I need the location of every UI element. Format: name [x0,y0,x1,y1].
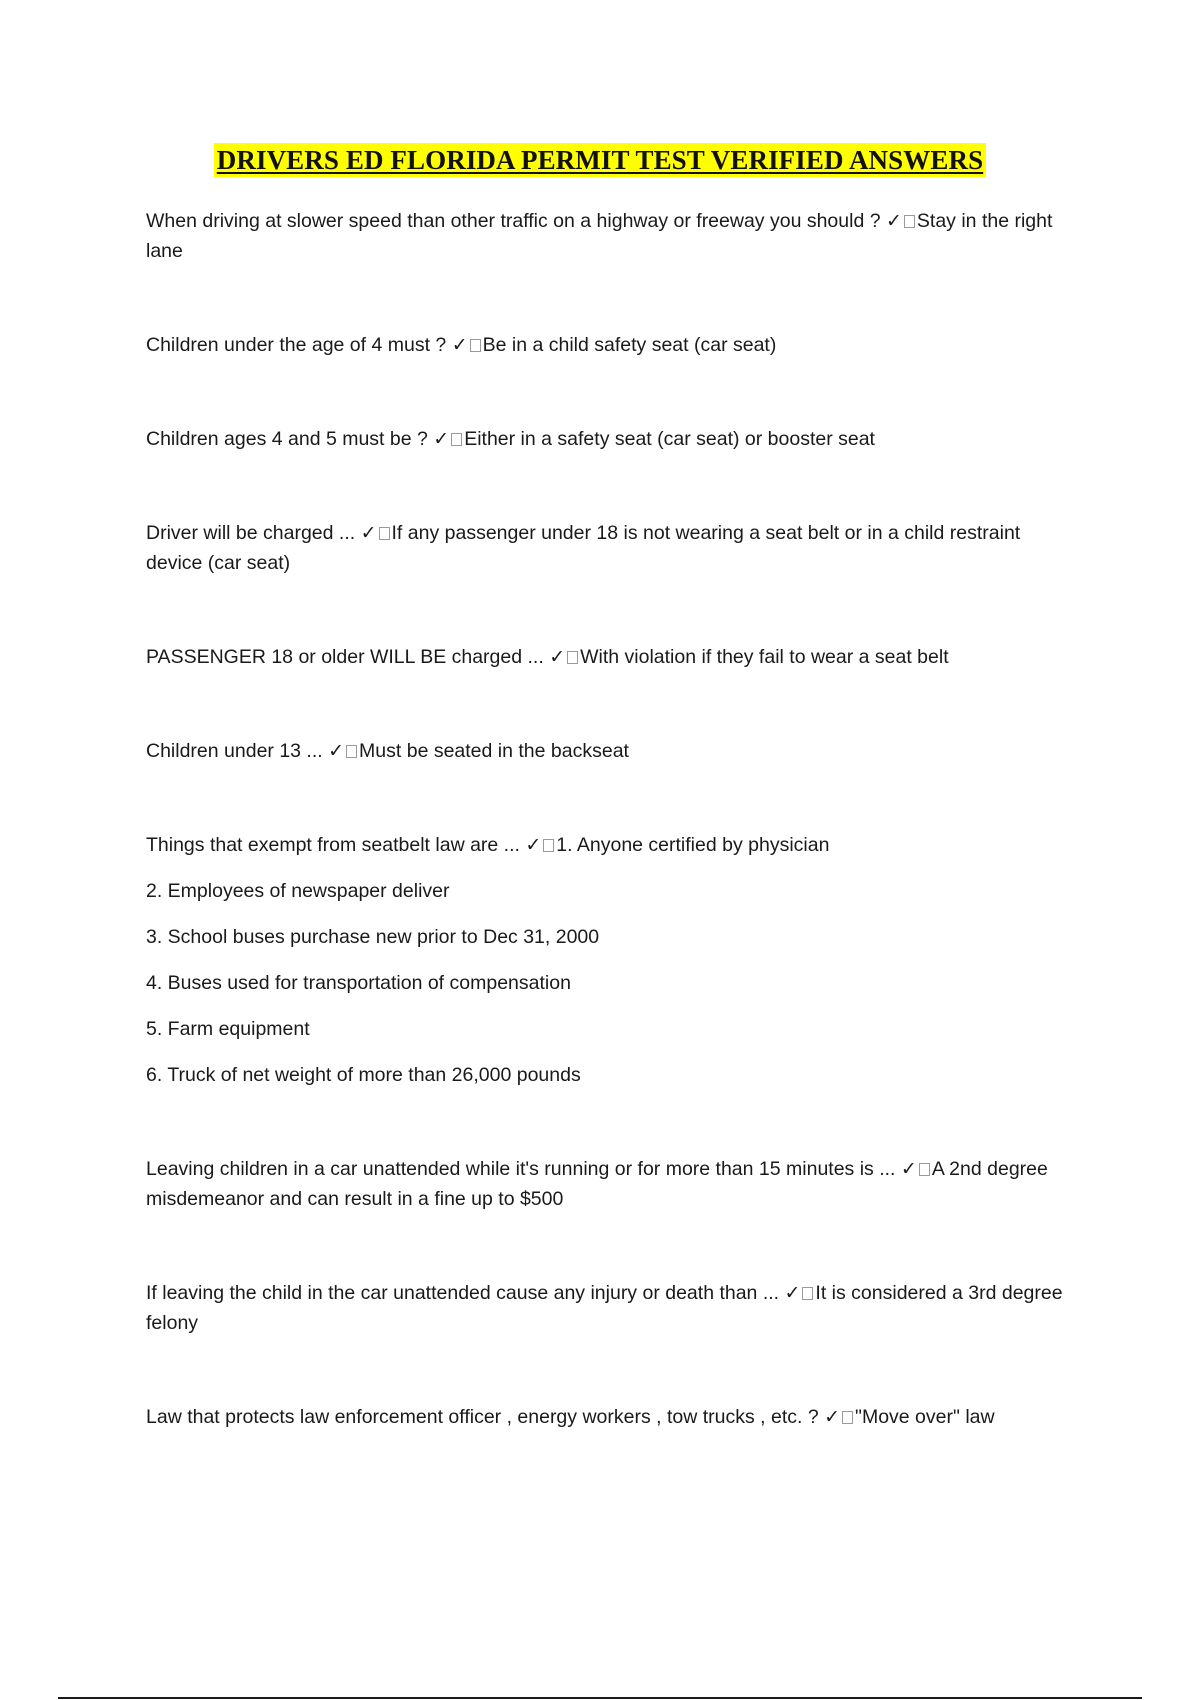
title-container [0,143,1200,177]
qa-item-10 [146,1402,1066,1432]
question: Leaving children in a car unattended while it's running or for more than 15 minutes is ... [146,1158,896,1180]
answer: Either in a safety seat (car seat) or booster seat [464,428,875,450]
qa-item-7 [146,830,1066,1090]
question: If leaving the child in the car unattended cause any injury or death than ... [146,1282,780,1304]
question: Children ages 4 and 5 must be ? [146,428,428,450]
checkbox-glyph-icon [379,527,390,540]
checkbox-glyph-icon [451,433,462,446]
qa-item-3 [146,424,1066,454]
checkbox-glyph-icon [543,839,554,852]
checkbox-glyph-icon [904,215,915,228]
checkbox-glyph-icon [567,651,578,664]
answer: With violation if they fail to wear a seat belt [580,646,949,668]
checkbox-glyph-icon [470,339,481,352]
answer: It is considered a 3rd degree felony [146,1282,1063,1334]
check-icon: ✓ [824,1406,841,1428]
exemption-list-item: 3. School buses purchase new prior to Dec 31, 2000 [146,926,600,948]
answer: Must be seated in the backseat [359,740,629,762]
qa-list [146,206,1066,1432]
qa-item-6 [146,736,1066,766]
qa-item-8 [146,1154,1066,1214]
question: PASSENGER 18 or older WILL BE charged ... [146,646,544,668]
question: Children under the age of 4 must ? [146,334,447,356]
question: Things that exempt from seatbelt law are ... [146,834,520,856]
footer-divider [58,1697,1142,1699]
check-icon: ✓ [549,646,566,668]
question: Law that protects law enforcement officer , energy workers , tow trucks , etc. ? [146,1406,819,1428]
answer: Be in a child safety seat (car seat) [482,334,777,356]
check-icon: ✓ [328,740,345,762]
answer: Stay in the right lane [146,210,1053,262]
qa-item-5 [146,642,1066,672]
qa-item-4 [146,518,1066,578]
question: Driver will be charged ... [146,522,356,544]
checkbox-glyph-icon [346,745,357,758]
exemption-list-item: 4. Buses used for transportation of compensation [146,972,571,994]
document-title: DRIVERS ED FLORIDA PERMIT TEST VERIFIED ANSWERS [214,143,986,177]
qa-item-9 [146,1278,1066,1338]
question: Children under 13 ... [146,740,323,762]
check-icon: ✓ [433,428,450,450]
check-icon: ✓ [784,1282,801,1304]
check-icon: ✓ [525,834,542,856]
checkbox-glyph-icon [919,1163,930,1176]
exemption-list-item: 6. Truck of net weight of more than 26,000 pounds [146,1064,581,1086]
check-icon: ✓ [451,334,468,356]
answer: "Move over" law [855,1406,995,1428]
exemption-list-item: 5. Farm equipment [146,1018,310,1040]
check-icon: ✓ [360,522,377,544]
answer: If any passenger under 18 is not wearing a seat belt or in a child restraint device (car seat) [146,522,1021,574]
answer: 1. Anyone certified by physician [556,834,830,856]
qa-item-7-lead [146,830,1066,860]
checkbox-glyph-icon [802,1287,813,1300]
answer: A 2nd degree misdemeanor and can result in a fine up to $500 [146,1158,1048,1210]
exemption-list-item: 2. Employees of newspaper deliver [146,880,450,902]
checkbox-glyph-icon [842,1411,853,1424]
qa-item-1 [146,206,1066,266]
question: When driving at slower speed than other traffic on a highway or freeway you should ? [146,210,881,232]
check-icon: ✓ [885,210,902,232]
qa-item-2 [146,330,1066,360]
check-icon: ✓ [900,1158,917,1180]
